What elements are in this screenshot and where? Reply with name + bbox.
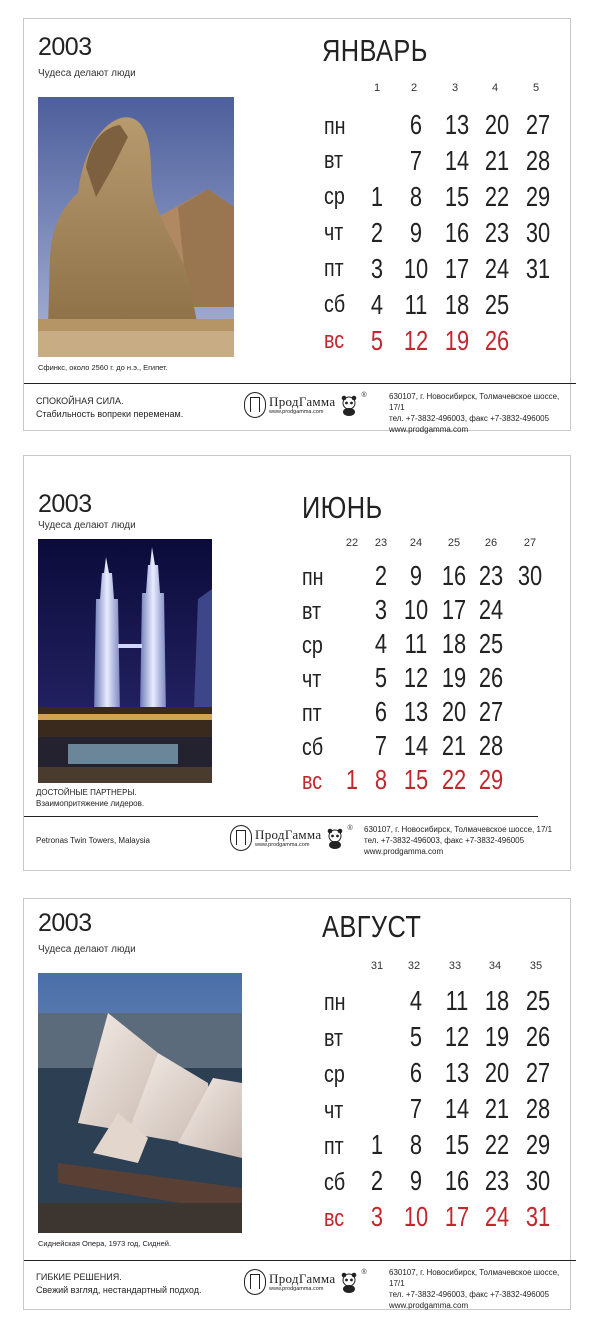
day-cell: 23 [484, 1165, 510, 1196]
day-cell: 16 [444, 1165, 470, 1196]
day-cell: 27 [525, 1057, 551, 1088]
day-cell-sunday: 3 [370, 1201, 384, 1232]
day-cell: 27 [525, 109, 551, 140]
motto: Чудеса делают люди [38, 68, 136, 79]
day-cell: 25 [525, 985, 551, 1016]
day-name-sunday: вс [324, 327, 345, 354]
day-cell: 3 [370, 253, 384, 284]
day-cell-sunday: 22 [441, 764, 467, 795]
address-line: www.prodgamma.com [389, 1301, 469, 1310]
day-cell: 14 [444, 1093, 470, 1124]
brand-logo [244, 1269, 367, 1295]
day-cell-sunday: 5 [370, 325, 384, 356]
day-cell: 3 [374, 594, 388, 625]
month-title: ЯНВАРЬ [322, 33, 428, 68]
brand-logo [244, 392, 367, 418]
address-line: www.prodgamma.com [364, 847, 444, 856]
day-cell: 1 [370, 1129, 384, 1160]
day-cell: 2 [370, 217, 384, 248]
day-cell: 28 [478, 730, 504, 761]
brand-url: www.prodgamma.com [255, 841, 310, 848]
registered-mark: ® [361, 392, 367, 399]
week-number: 33 [448, 960, 462, 972]
day-cell-sunday: 31 [525, 1201, 551, 1232]
day-cell: 14 [403, 730, 429, 761]
day-cell: 12 [444, 1021, 470, 1052]
day-cell: 21 [484, 145, 510, 176]
address-line: тел. +7-3832-496003, факс +7-3832-496005 [364, 836, 525, 845]
day-cell: 29 [525, 181, 551, 212]
day-cell-sunday: 17 [444, 1201, 470, 1232]
day-cell: 30 [517, 560, 543, 591]
day-cell: 15 [444, 1129, 470, 1160]
week-number: 3 [451, 82, 459, 94]
footer-rule [24, 383, 576, 384]
day-cell: 7 [409, 1093, 423, 1124]
day-cell: 18 [484, 985, 510, 1016]
day-cell: 15 [444, 181, 470, 212]
address-line: 630107, г. Новосибирск, Толмачевское шоссе, 17/1 [364, 825, 553, 834]
day-cell: 2 [370, 1165, 384, 1196]
address [389, 391, 570, 435]
day-grid [359, 111, 559, 361]
slogan [36, 787, 144, 809]
address [364, 824, 552, 857]
photo-sphinx [38, 97, 234, 357]
panda-icon [325, 827, 345, 849]
day-name: пт [302, 700, 322, 727]
day-cell: 26 [525, 1021, 551, 1052]
day-name: сб [324, 1169, 346, 1196]
day-name-sunday: вс [302, 768, 323, 795]
day-name: вт [302, 598, 322, 625]
day-cell: 12 [403, 662, 429, 693]
day-cell: 9 [409, 1165, 423, 1196]
brand-name: ПродГамма [269, 393, 336, 409]
slogan [36, 1271, 201, 1297]
brand-url: www.prodgamma.com [269, 408, 324, 415]
address [389, 1267, 570, 1311]
day-name: пн [302, 564, 324, 591]
day-cell: 11 [404, 628, 428, 659]
day-cell: 17 [444, 253, 470, 284]
week-number: 4 [491, 82, 499, 94]
brand-logo [230, 825, 353, 851]
address-line: www.prodgamma.com [389, 425, 469, 434]
day-cell: 10 [403, 594, 429, 625]
motto: Чудеса делают люди [38, 520, 136, 531]
day-cell: 21 [441, 730, 467, 761]
day-cell: 22 [484, 181, 510, 212]
day-name: пт [324, 1133, 344, 1160]
slogan-title: ГИБКИЕ РЕШЕНИЯ. [36, 1272, 122, 1282]
week-number: 25 [447, 537, 461, 549]
day-grid [334, 562, 564, 807]
day-cell: 10 [403, 253, 429, 284]
day-cell: 24 [478, 594, 504, 625]
day-cell: 28 [525, 145, 551, 176]
day-cell: 16 [441, 560, 467, 591]
day-cell: 8 [409, 1129, 423, 1160]
week-number: 5 [532, 82, 540, 94]
panda-icon [339, 394, 359, 416]
day-cell: 20 [484, 109, 510, 140]
day-cell: 14 [444, 145, 470, 176]
day-cell: 16 [444, 217, 470, 248]
day-cell-sunday: 10 [403, 1201, 429, 1232]
day-cell-sunday: 15 [403, 764, 429, 795]
day-cell: 13 [403, 696, 429, 727]
week-number: 34 [488, 960, 502, 972]
day-cell: 9 [409, 217, 423, 248]
day-cell: 26 [478, 662, 504, 693]
day-name: чт [302, 666, 322, 693]
day-cell: 31 [525, 253, 551, 284]
day-cell: 19 [484, 1021, 510, 1052]
calendar-page-august [23, 898, 571, 1310]
day-cell: 4 [374, 628, 388, 659]
registered-mark: ® [361, 1269, 367, 1276]
day-cell: 30 [525, 217, 551, 248]
slogan-title: ДОСТОЙНЫЕ ПАРТНЕРЫ. [36, 788, 137, 797]
footer-rule [24, 1260, 576, 1261]
month-title: ИЮНЬ [302, 490, 383, 525]
day-cell: 4 [409, 985, 423, 1016]
day-cell: 23 [484, 217, 510, 248]
day-cell: 6 [409, 1057, 423, 1088]
day-name: ср [324, 183, 345, 210]
motto: Чудеса делают люди [38, 944, 136, 955]
day-cell: 2 [374, 560, 388, 591]
week-number: 27 [523, 537, 537, 549]
day-cell: 19 [441, 662, 467, 693]
day-cell: 7 [409, 145, 423, 176]
day-cell: 29 [525, 1129, 551, 1160]
address-line: 630107, г. Новосибирск, Толмачевское шоссе, 17/1 [389, 392, 560, 412]
day-name: пт [324, 255, 344, 282]
photo-caption: Petronas Twin Towers, Malaysia [36, 836, 150, 845]
day-cell: 5 [409, 1021, 423, 1052]
day-grid [359, 987, 559, 1237]
footer-rule [24, 816, 538, 817]
day-cell: 30 [525, 1165, 551, 1196]
calendar-page-june [23, 455, 571, 871]
day-cell: 20 [484, 1057, 510, 1088]
day-name: чт [324, 219, 344, 246]
day-name: пн [324, 989, 346, 1016]
day-cell: 18 [441, 628, 467, 659]
day-name-sunday: вс [324, 1205, 345, 1232]
day-cell: 25 [478, 628, 504, 659]
day-cell: 18 [444, 289, 470, 320]
logo-mark-icon [244, 392, 266, 418]
day-cell: 7 [374, 730, 388, 761]
brand-url: www.prodgamma.com [269, 1285, 324, 1292]
panda-icon [339, 1271, 359, 1293]
day-name: ср [302, 632, 323, 659]
day-cell: 27 [478, 696, 504, 727]
day-cell: 8 [409, 181, 423, 212]
day-cell-sunday: 19 [444, 325, 470, 356]
day-cell: 22 [484, 1129, 510, 1160]
day-name: пн [324, 113, 346, 140]
day-cell: 4 [370, 289, 384, 320]
day-cell: 6 [374, 696, 388, 727]
day-name: сб [324, 291, 346, 318]
day-cell: 9 [409, 560, 423, 591]
week-number: 2 [410, 82, 418, 94]
address-line: тел. +7-3832-496003, факс +7-3832-496005 [389, 414, 550, 423]
day-cell: 1 [370, 181, 384, 212]
day-name: чт [324, 1097, 344, 1124]
day-cell: 23 [478, 560, 504, 591]
year-label: 2003 [38, 33, 92, 61]
day-cell-sunday: 26 [484, 325, 510, 356]
photo-sydney-opera [38, 973, 242, 1233]
day-name: сб [302, 734, 324, 761]
slogan-text: Взаимопритяжение лидеров. [36, 799, 145, 808]
photo-caption: Сфинкс, около 2560 г. до н.э., Египет. [38, 363, 168, 372]
calendar-page-january [23, 18, 571, 434]
day-cell: 24 [484, 253, 510, 284]
month-title: АВГУСТ [322, 909, 422, 944]
week-number: 35 [529, 960, 543, 972]
day-cell: 20 [441, 696, 467, 727]
day-cell: 21 [484, 1093, 510, 1124]
day-cell-sunday: 24 [484, 1201, 510, 1232]
week-number: 31 [370, 960, 384, 972]
week-number: 26 [484, 537, 498, 549]
slogan [36, 395, 183, 421]
week-number: 24 [409, 537, 423, 549]
day-cell: 13 [444, 1057, 470, 1088]
day-cell: 11 [404, 289, 428, 320]
address-line: 630107, г. Новосибирск, Толмачевское шоссе, 17/1 [389, 1268, 560, 1288]
day-cell: 17 [441, 594, 467, 625]
day-cell-sunday: 12 [403, 325, 429, 356]
slogan-text: Стабильность вопреки переменам. [36, 409, 184, 419]
brand-name: ПродГамма [255, 826, 322, 842]
brand-name: ПродГамма [269, 1270, 336, 1286]
day-cell: 6 [409, 109, 423, 140]
photo-caption: Сиднейская Опера, 1973 год, Сидней. [38, 1239, 172, 1248]
registered-mark: ® [347, 825, 353, 832]
photo-petronas-towers [38, 539, 212, 783]
slogan-text: Свежий взгляд, нестандартный подход. [36, 1285, 202, 1295]
week-number: 23 [374, 537, 388, 549]
day-cell: 25 [484, 289, 510, 320]
day-name: вт [324, 147, 344, 174]
day-cell: 28 [525, 1093, 551, 1124]
week-number: 32 [407, 960, 421, 972]
day-cell: 11 [445, 985, 469, 1016]
day-name: ср [324, 1061, 345, 1088]
logo-mark-icon [230, 825, 252, 851]
year-label: 2003 [38, 909, 92, 937]
day-cell: 13 [444, 109, 470, 140]
address-line: тел. +7-3832-496003, факс +7-3832-496005 [389, 1290, 550, 1299]
day-cell-sunday: 29 [478, 764, 504, 795]
slogan-title: СПОКОЙНАЯ СИЛА. [36, 396, 124, 406]
day-cell-sunday: 1 [345, 764, 359, 795]
logo-mark-icon [244, 1269, 266, 1295]
week-number: 1 [373, 82, 381, 94]
week-number: 22 [345, 537, 359, 549]
day-cell: 5 [374, 662, 388, 693]
day-name: вт [324, 1025, 344, 1052]
year-label: 2003 [38, 490, 92, 518]
day-cell-sunday: 8 [374, 764, 388, 795]
